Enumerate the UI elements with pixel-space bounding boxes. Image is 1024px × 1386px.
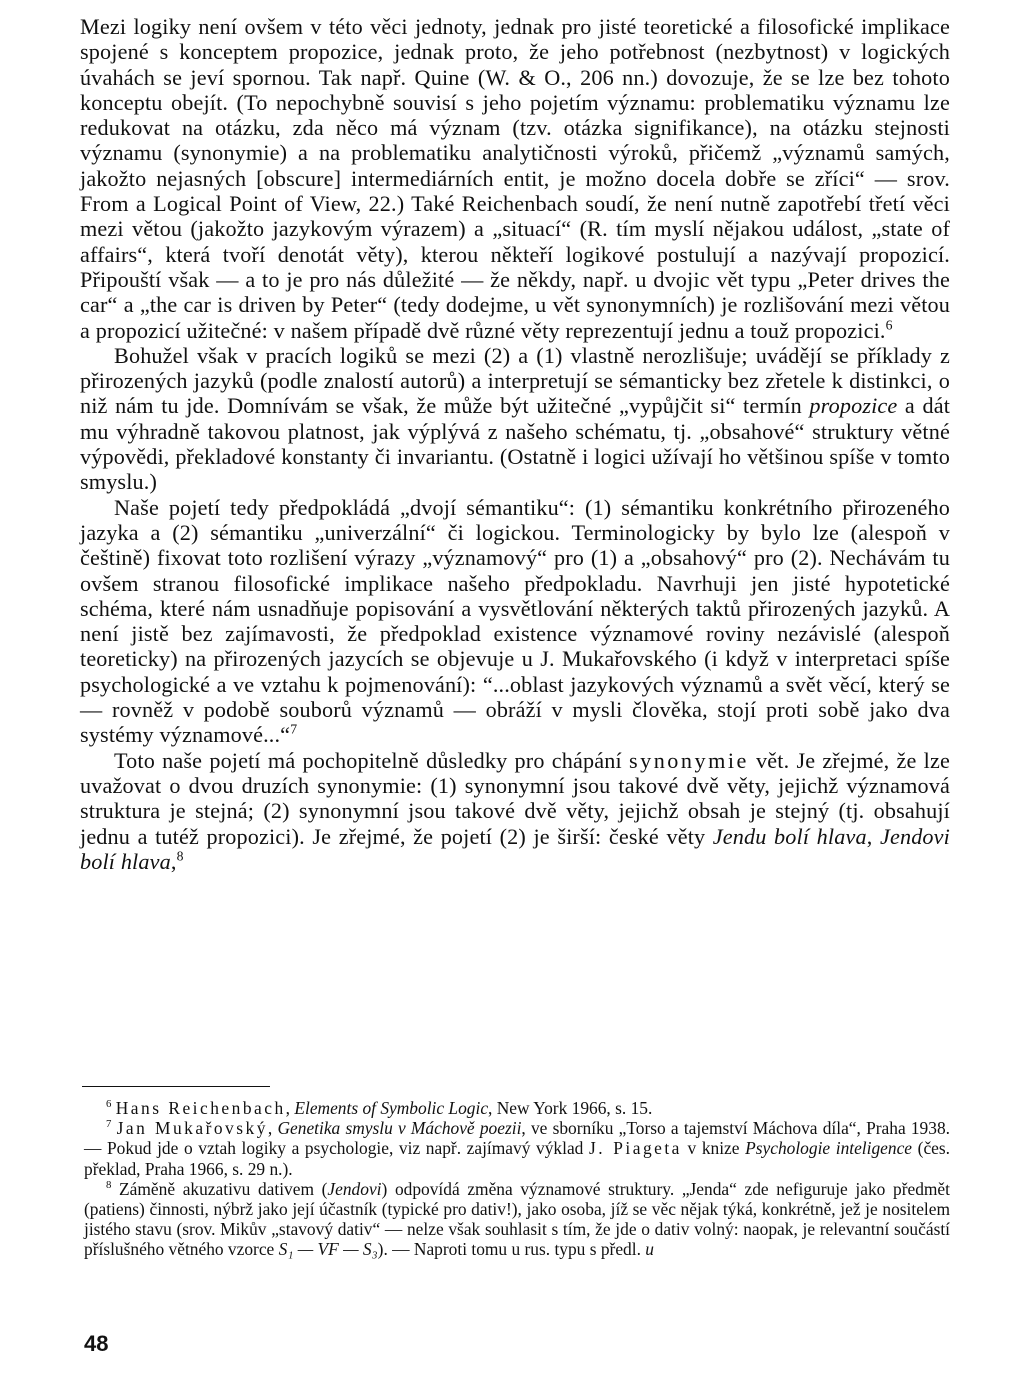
- paragraph-1-text: Mezi logiky není ovšem v této věci jednoty, jednak pro jisté teoretické a filosofické implikace spojené s konceptem propozice, jednak proto, že jeho potřebnost (nezbytnost) v logických úvahách se jeví spornou. Tak např. Quine (W. & O., 206 nn.) dovozuje, že se lze bez tohoto konceptu obejít. (To nepochybně souvisí s jeho pojetím významu: problematiku významu lze redukovat na otázku, zda něco má význam (tzv. otázka signifikance), na otázku stejnosti významu (synonymie) a na problematiku analytičnosti výroků, přičemž „významů samých, jakožto nejasných [obscure] intermediárních entit, je možno docela dobře se zříci“ — srov. From a Logical Point of View, 22.) Také Reichenbach soudí, že není nutně zapotřebí třetí věci mezi větou (jakožto jazykovým výrazem) a „situací“ (R. tím myslí nějakou událost, „state of affairs“, která tvoří denotát věty), kterou někteří logikové postulují a nazývají propozicí. Připouští však — a to je pro nás důležité — že někdy, např. u dvojic vět typu „Peter drives the car“ a „the car is driven by Peter“ (tedy dodejme, u vět synonymních) je rozlišování mezi větou a propozicí užitečné: v našem případě dvě různé věty reprezentují jednu a touž propozici.: [80, 14, 950, 343]
- paragraph-4: [80, 748, 950, 874]
- footnote-6-number: 6: [106, 1098, 112, 1111]
- paragraph-3-text: Naše pojetí tedy předpokládá „dvojí sémantiku“: (1) sémantiku konkrétního přirozeného jazyka a (2) sémantiku „univerzální“ či logickou. Terminologicky by bylo lze (alespoň v češtině) fixovat toto rozlišení výrazy „významový“ pro (1) a „obsahový“ pro (2). Nechávám tu ovšem stranou filosofické implikace našeho předpokladu. Navrhuji jen jisté hypotetické schéma, které nám usnadňuje popisování a vysvětlování některých taktů přirozených jazyků. A není jistě bez zajímavosti, že předpoklad existence významové roviny nezávislé (alespoň teoreticky) na přirozených jazycích se objevuje u J. Mukařovského (i když v interpretaci spíše psychologické a ve vztahu k pojmenování): “...oblast jazykových významů a svět věcí, který se — rovněž v podobě souborů významů — obráží v mysli člověka, stojí proti sobě jako dva systémy významové...“: [80, 494, 950, 748]
- footnote-ref-8: 8: [176, 848, 184, 864]
- footnote-7-text-c: v knize: [681, 1138, 746, 1159]
- footnote-8-text-c: ). — Naproti tomu u rus. typu s předl.: [377, 1239, 646, 1260]
- footnote-7-number: 7: [106, 1118, 112, 1131]
- footnote-6-sep: ,: [285, 1098, 295, 1118]
- footnote-8-end: u: [645, 1239, 654, 1260]
- paragraph-4-text-a: Toto naše pojetí má pochopitelně důsledky pro chápání: [114, 747, 629, 773]
- term-propozice: propozice: [809, 393, 898, 419]
- footnote-8-text-a: Záměně akuzativu dativem (: [119, 1178, 328, 1199]
- main-text: [80, 14, 950, 874]
- footnotes: [84, 1098, 950, 1260]
- footnote-6-pub: , New York 1966, s. 15.: [488, 1098, 653, 1118]
- paragraph-4-end: ,: [170, 848, 177, 874]
- footnote-7-title-2: Psychologie inteligence: [745, 1138, 913, 1159]
- footnote-ref-6: 6: [885, 317, 893, 333]
- footnote-7-text-d: (čes. překlad, Praha 1966, s. 29 n.).: [84, 1138, 950, 1179]
- paragraph-4-text-b: vět. Je zřejmé, že lze uvažovat o dvou druzích synonymie: (1) synonymní jsou takové dvě věty, jejichž významová struktura je stejná; (2) synonymní jsou takové dvě věty, jejichž obsah je stejný (tj. obsahují jednu a tutéž propozici). Je zřejmé, že pojetí (2) je širší: české věty: [80, 747, 950, 849]
- footnote-7-sep: ,: [267, 1118, 278, 1139]
- footnote-8-number: 8: [106, 1179, 112, 1192]
- footnote-8: [84, 1179, 950, 1260]
- footnote-6-author: Hans Reichenbach: [115, 1098, 286, 1118]
- paragraph-1: [80, 14, 950, 343]
- paragraph-2-text-b: a dát mu výhradně takovou platnost, jak výplývá z našeho schématu, tj. „obsahové“ struktury větné výpovědi, překladové konstanty či invariantu. (Ostatně i logici užívají ho většinou spíše v tomto smyslu.): [80, 393, 951, 495]
- footnote-7-title: Genetika smyslu v Máchově poezii: [277, 1118, 522, 1139]
- example-separator: ,: [866, 823, 880, 849]
- footnote-7: [84, 1118, 950, 1179]
- footnote-ref-7: 7: [290, 721, 298, 737]
- paragraph-3: [80, 495, 950, 748]
- footnote-8-formula: S₁ — VF — S₃: [278, 1239, 378, 1260]
- paragraph-2: [80, 343, 950, 495]
- footnote-8-text-b: ) odpovídá změna významové struktury. „Jenda“ zde nefiguruje jako předmět (patiens) činnosti, nýbrž jako její účastník (typické pro dativ!), jako osoba, jíž se věc nějak týká, konkrétně, jež je nositelem jistého stavu (srov. Mikův „stavový dativ“ — nelze však souhlasit s tím, že jde o dativ volný: naopak, je relevantní součástí příslušného větného vzorce: [84, 1178, 950, 1260]
- footnote-7-author: Jan Mukařovský: [116, 1118, 268, 1139]
- footnote-7-text-b: , ve sborníku „Torso a tajemství Máchova díla“, Praha 1938. — Pokud jde o vztah logiky a psychologie, viz např. zajímavý výklad: [84, 1118, 950, 1159]
- spaced-synonymie: synonymie: [628, 747, 749, 773]
- example-sentence-2: Jendovi bolí hlava: [80, 823, 950, 874]
- page-number: 48: [84, 1331, 109, 1356]
- footnote-divider: [82, 1086, 270, 1087]
- footnote-7-author-2: J. Piageta: [588, 1138, 682, 1159]
- footnote-6: [84, 1098, 950, 1118]
- footnote-6-title: Elements of Symbolic Logic: [294, 1098, 489, 1118]
- example-sentence-1: Jendu bolí hlava: [712, 823, 867, 849]
- footnote-8-term: Jendovi: [327, 1178, 382, 1199]
- paragraph-2-text-a: Bohužel však v pracích logiků se mezi (2) a (1) vlastně nerozlišuje; uvádějí se příklady z přirozených jazyků (podle znalostí autorů) a interpretují se sémanticky bez zřetele k distinkci, o niž nám tu jde. Domnívám se však, že může být užitečné „vypůjčit si“ termín: [80, 342, 950, 419]
